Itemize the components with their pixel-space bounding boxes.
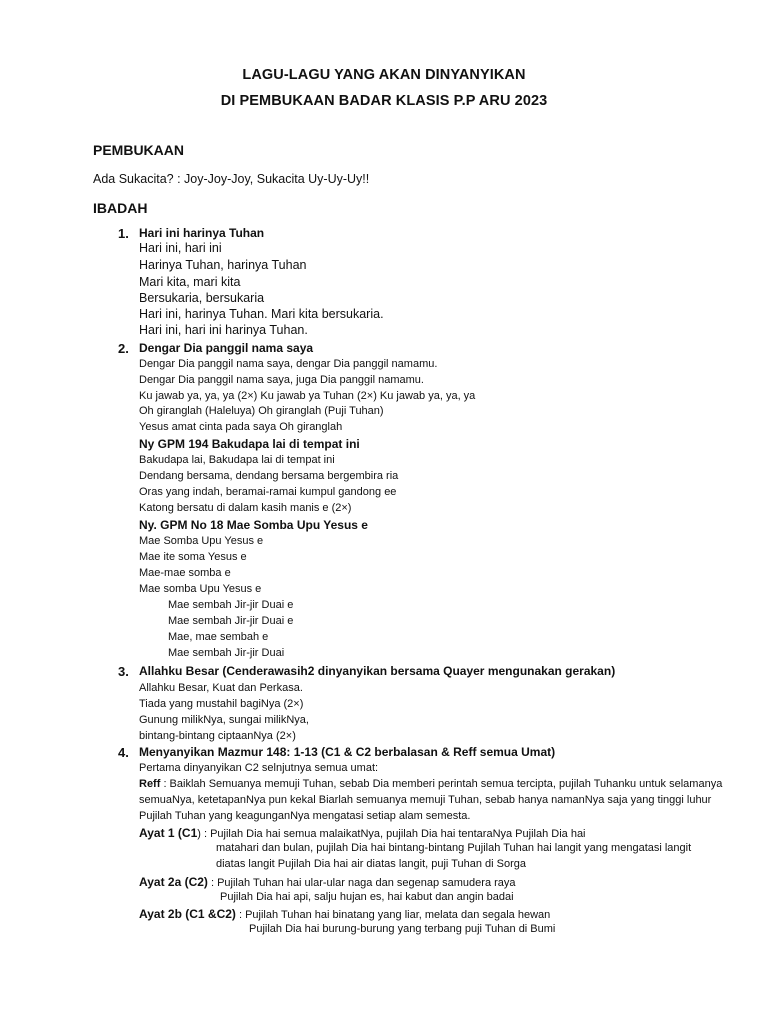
- ayat1-label: Ayat 1 (C1: [139, 826, 198, 840]
- ayat1-text: ) : Pujilah Dia hai semua malaikatNya, pujilah Dia hai tentaraNya Pujilah Dia hai: [197, 828, 586, 840]
- lyric-line: Allahku Besar, Kuat dan Perkasa.: [139, 682, 303, 694]
- reff-line: semuaNya, ketetapanNya pun kekal Biarlah semuanya memuji Tuhan, sebab hanya namanNya saja yang tinggi luhur: [139, 794, 712, 806]
- lyric-line: Oras yang indah, beramai-ramai kumpul gandong ee: [139, 486, 397, 498]
- ayat2b-text: : Pujilah Tuhan hai binatang yang liar, melata dan segala hewan: [235, 909, 551, 921]
- section-heading-pembukaan: PEMBUKAAN: [93, 142, 184, 158]
- lyric-line-indented: Mae sembah Jir-jir Duai e: [168, 615, 294, 627]
- lyric-line: Tiada yang mustahil bagiNya (2×): [139, 698, 304, 710]
- lyric-line: Bersukaria, bersukaria: [139, 291, 265, 305]
- reff-label: Reff: [139, 778, 161, 790]
- reff-line: [139, 778, 722, 790]
- sub-song-title: Ny. GPM No 18 Mae Somba Upu Yesus e: [139, 518, 368, 532]
- lyric-line: Oh giranglah (Haleluya) Oh giranglah (Puji Tuhan): [139, 405, 384, 417]
- lyric-line: Mae ite soma Yesus e: [139, 551, 247, 563]
- sub-song-title: Ny GPM 194 Bakudapa lai di tempat ini: [139, 437, 360, 451]
- ayat2b-line: [139, 907, 550, 921]
- song-title: Dengar Dia panggil nama saya: [139, 341, 314, 355]
- section-heading-ibadah: IBADAH: [93, 200, 148, 216]
- ayat2a-label: Ayat 2a (C2): [139, 875, 208, 889]
- lyric-line: Harinya Tuhan, harinya Tuhan: [139, 258, 307, 272]
- song-number: 2.: [118, 341, 129, 356]
- ayat1-line: matahari dan bulan, pujilah Dia hai bintang-bintang Pujilah Tuhan hai langit yang mengatasi langit: [216, 842, 692, 854]
- lyric-line: Mari kita, mari kita: [139, 275, 241, 289]
- song-title: Allahku Besar (Cenderawasih2 dinyanyikan bersama Quayer mengunakan gerakan): [139, 664, 616, 678]
- lyric-line: Hari ini, harinya Tuhan. Mari kita bersukaria.: [139, 307, 384, 321]
- lyric-line: Dendang bersama, dendang bersama bergembira ria: [139, 470, 399, 482]
- lyric-line: Dengar Dia panggil nama saya, juga Dia panggil namamu.: [139, 374, 424, 386]
- song-number: 3.: [118, 664, 129, 679]
- lyric-line: Mae Somba Upu Yesus e: [139, 535, 264, 547]
- lyric-line: Mae somba Upu Yesus e: [139, 583, 262, 595]
- ayat2a-line: [139, 875, 516, 889]
- lyric-line: Hari ini, hari ini harinya Tuhan.: [139, 323, 308, 337]
- lyric-line-indented: Mae sembah Jir-jir Duai: [168, 647, 285, 659]
- lyric-line: Katong bersatu di dalam kasih manis e (2×): [139, 502, 352, 514]
- song-number: 1.: [118, 226, 129, 241]
- reff-line: Pujilah Tuhan yang keagunganNya mengatasi setiap alam semesta.: [139, 810, 471, 822]
- lyric-line-indented: Mae sembah Jir-jir Duai e: [168, 599, 294, 611]
- lyric-line-indented: Mae, mae sembah e: [168, 631, 269, 643]
- pembukaan-text: Ada Sukacita? : Joy-Joy-Joy, Sukacita Uy-Uy-Uy!!: [93, 172, 370, 186]
- ayat2b-line: Pujilah Dia hai burung-burung yang terbang puji Tuhan di Bumi: [249, 923, 556, 935]
- song-number: 4.: [118, 745, 129, 760]
- reff-text: : Baiklah Semuanya memuji Tuhan, sebab Dia memberi perintah semua tercipta, pujilah Tuhanku untuk selamanya: [160, 778, 723, 790]
- ayat1-line: [139, 826, 586, 840]
- song-title: Menyanyikan Mazmur 148: 1-13 (C1 & C2 berbalasan & Reff semua Umat): [139, 745, 556, 759]
- lyric-line: Gunung milikNya, sungai milikNya,: [139, 714, 309, 726]
- song-intro: Pertama dinyanyikan C2 selnjutnya semua umat:: [139, 762, 379, 774]
- lyric-line: Dengar Dia panggil nama saya, dengar Dia panggil namamu.: [139, 358, 438, 370]
- lyric-line: Bakudapa lai, Bakudapa lai di tempat ini: [139, 454, 335, 466]
- document-title-line1: LAGU-LAGU YANG AKAN DINYANYIKAN: [242, 67, 526, 83]
- lyric-line: Hari ini, hari ini: [139, 241, 222, 255]
- document-title-line2: DI PEMBUKAAN BADAR KLASIS P.P ARU 2023: [220, 93, 548, 109]
- lyric-line: Ku jawab ya, ya, ya (2×) Ku jawab ya Tuhan (2×) Ku jawab ya, ya, ya: [139, 390, 476, 402]
- ayat2a-text: : Pujilah Tuhan hai ular-ular naga dan segenap samudera raya: [207, 877, 516, 889]
- lyric-line: Mae-mae somba e: [139, 567, 231, 579]
- lyric-line: bintang-bintang ciptaanNya (2×): [139, 730, 296, 742]
- ayat1-line: diatas langit Pujilah Dia hai air diatas langit, puji Tuhan di Sorga: [216, 858, 527, 870]
- song-title: Hari ini harinya Tuhan: [139, 226, 265, 240]
- lyric-line: Yesus amat cinta pada saya Oh giranglah: [139, 421, 343, 433]
- ayat2b-label: Ayat 2b (C1 &C2): [139, 907, 236, 921]
- ayat2a-line: Pujilah Dia hai api, salju hujan es, hai kabut dan angin badai: [220, 891, 514, 903]
